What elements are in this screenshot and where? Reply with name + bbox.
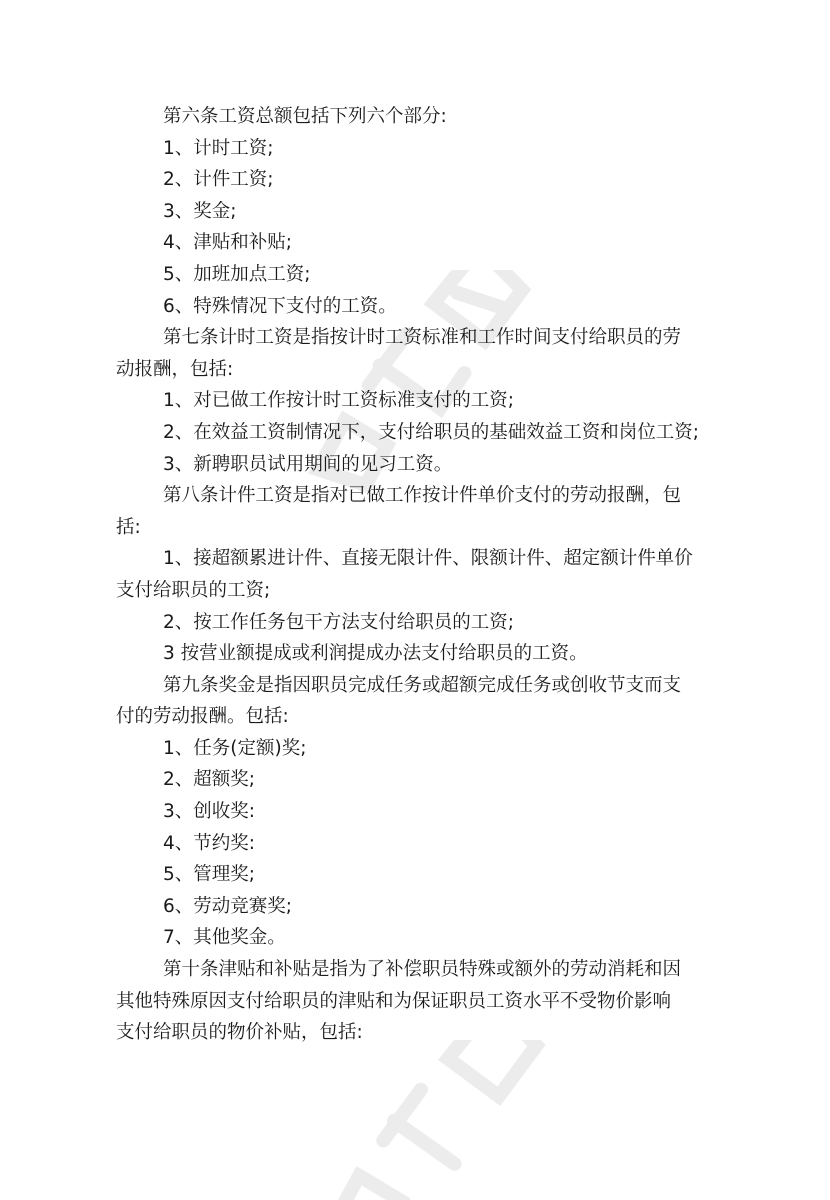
document-line: 1、任务(定额)奖; <box>163 737 307 759</box>
document-line: 2、按工作任务包干方法支付给职员的工资; <box>163 611 515 633</box>
document-line: 4、节约奖: <box>163 832 256 854</box>
document-line: 2、在效益工资制情况下，支付给职员的基础效益工资和岗位工资; <box>163 421 700 443</box>
document-line: 6、劳动竞赛奖; <box>163 895 293 917</box>
document-line: 支付给职员的工资; <box>116 579 271 601</box>
document-line: 1、计时工资; <box>163 137 274 159</box>
document-line: 第七条计时工资是指按计时工资标准和工作时间支付给职员的劳 <box>163 327 682 349</box>
document-line: 6、特殊情况下支付的工资。 <box>163 295 397 317</box>
document-line: 第六条工资总额包括下列六个部分: <box>163 106 447 127</box>
document-line: 其他特殊原因支付给职员的津贴和为保证职员工资水平不受物价影响 <box>116 990 672 1012</box>
document-line: 第八条计件工资是指对已做工作按计件单价支付的劳动报酬，包 <box>163 485 682 507</box>
document-line: 第十条津贴和补贴是指为了补偿职员特殊或额外的劳动消耗和因 <box>163 959 682 981</box>
document-line: 1、对已做工作按计时工资标准支付的工资; <box>163 390 515 412</box>
document-line: 付的劳动报酬。包括: <box>116 706 289 728</box>
document-line: 支付给职员的物价补贴，包括: <box>116 1022 363 1044</box>
document-body <box>116 101 716 1049</box>
watermark-stamp-lower <box>250 1040 610 1200</box>
document-line: 2、超额奖; <box>163 769 256 791</box>
document-line: 3、创收奖: <box>163 801 256 823</box>
document-line: 第九条奖金是指因职员完成任务或超额完成任务或创收节支而支 <box>163 674 682 696</box>
document-line: 5、管理奖; <box>163 864 256 886</box>
document-line: 5、加班加点工资; <box>163 263 311 285</box>
document-line: 3 按营业额提成或利润提成办法支付给职员的工资。 <box>163 643 588 665</box>
document-line: 括: <box>116 516 141 538</box>
document-line: 1、接超额累进计件、直接无限计件、限额计件、超定额计件单价 <box>163 548 693 570</box>
document-line: 4、津贴和补贴; <box>163 232 293 254</box>
document-line: 2、计件工资; <box>163 169 274 191</box>
document-line: 3、奖金; <box>163 200 237 222</box>
document-line: 动报酬，包括: <box>116 358 234 380</box>
document-line: 3、新聘职员试用期间的见习工资。 <box>163 453 453 475</box>
document-line: 7、其他奖金。 <box>163 927 286 949</box>
